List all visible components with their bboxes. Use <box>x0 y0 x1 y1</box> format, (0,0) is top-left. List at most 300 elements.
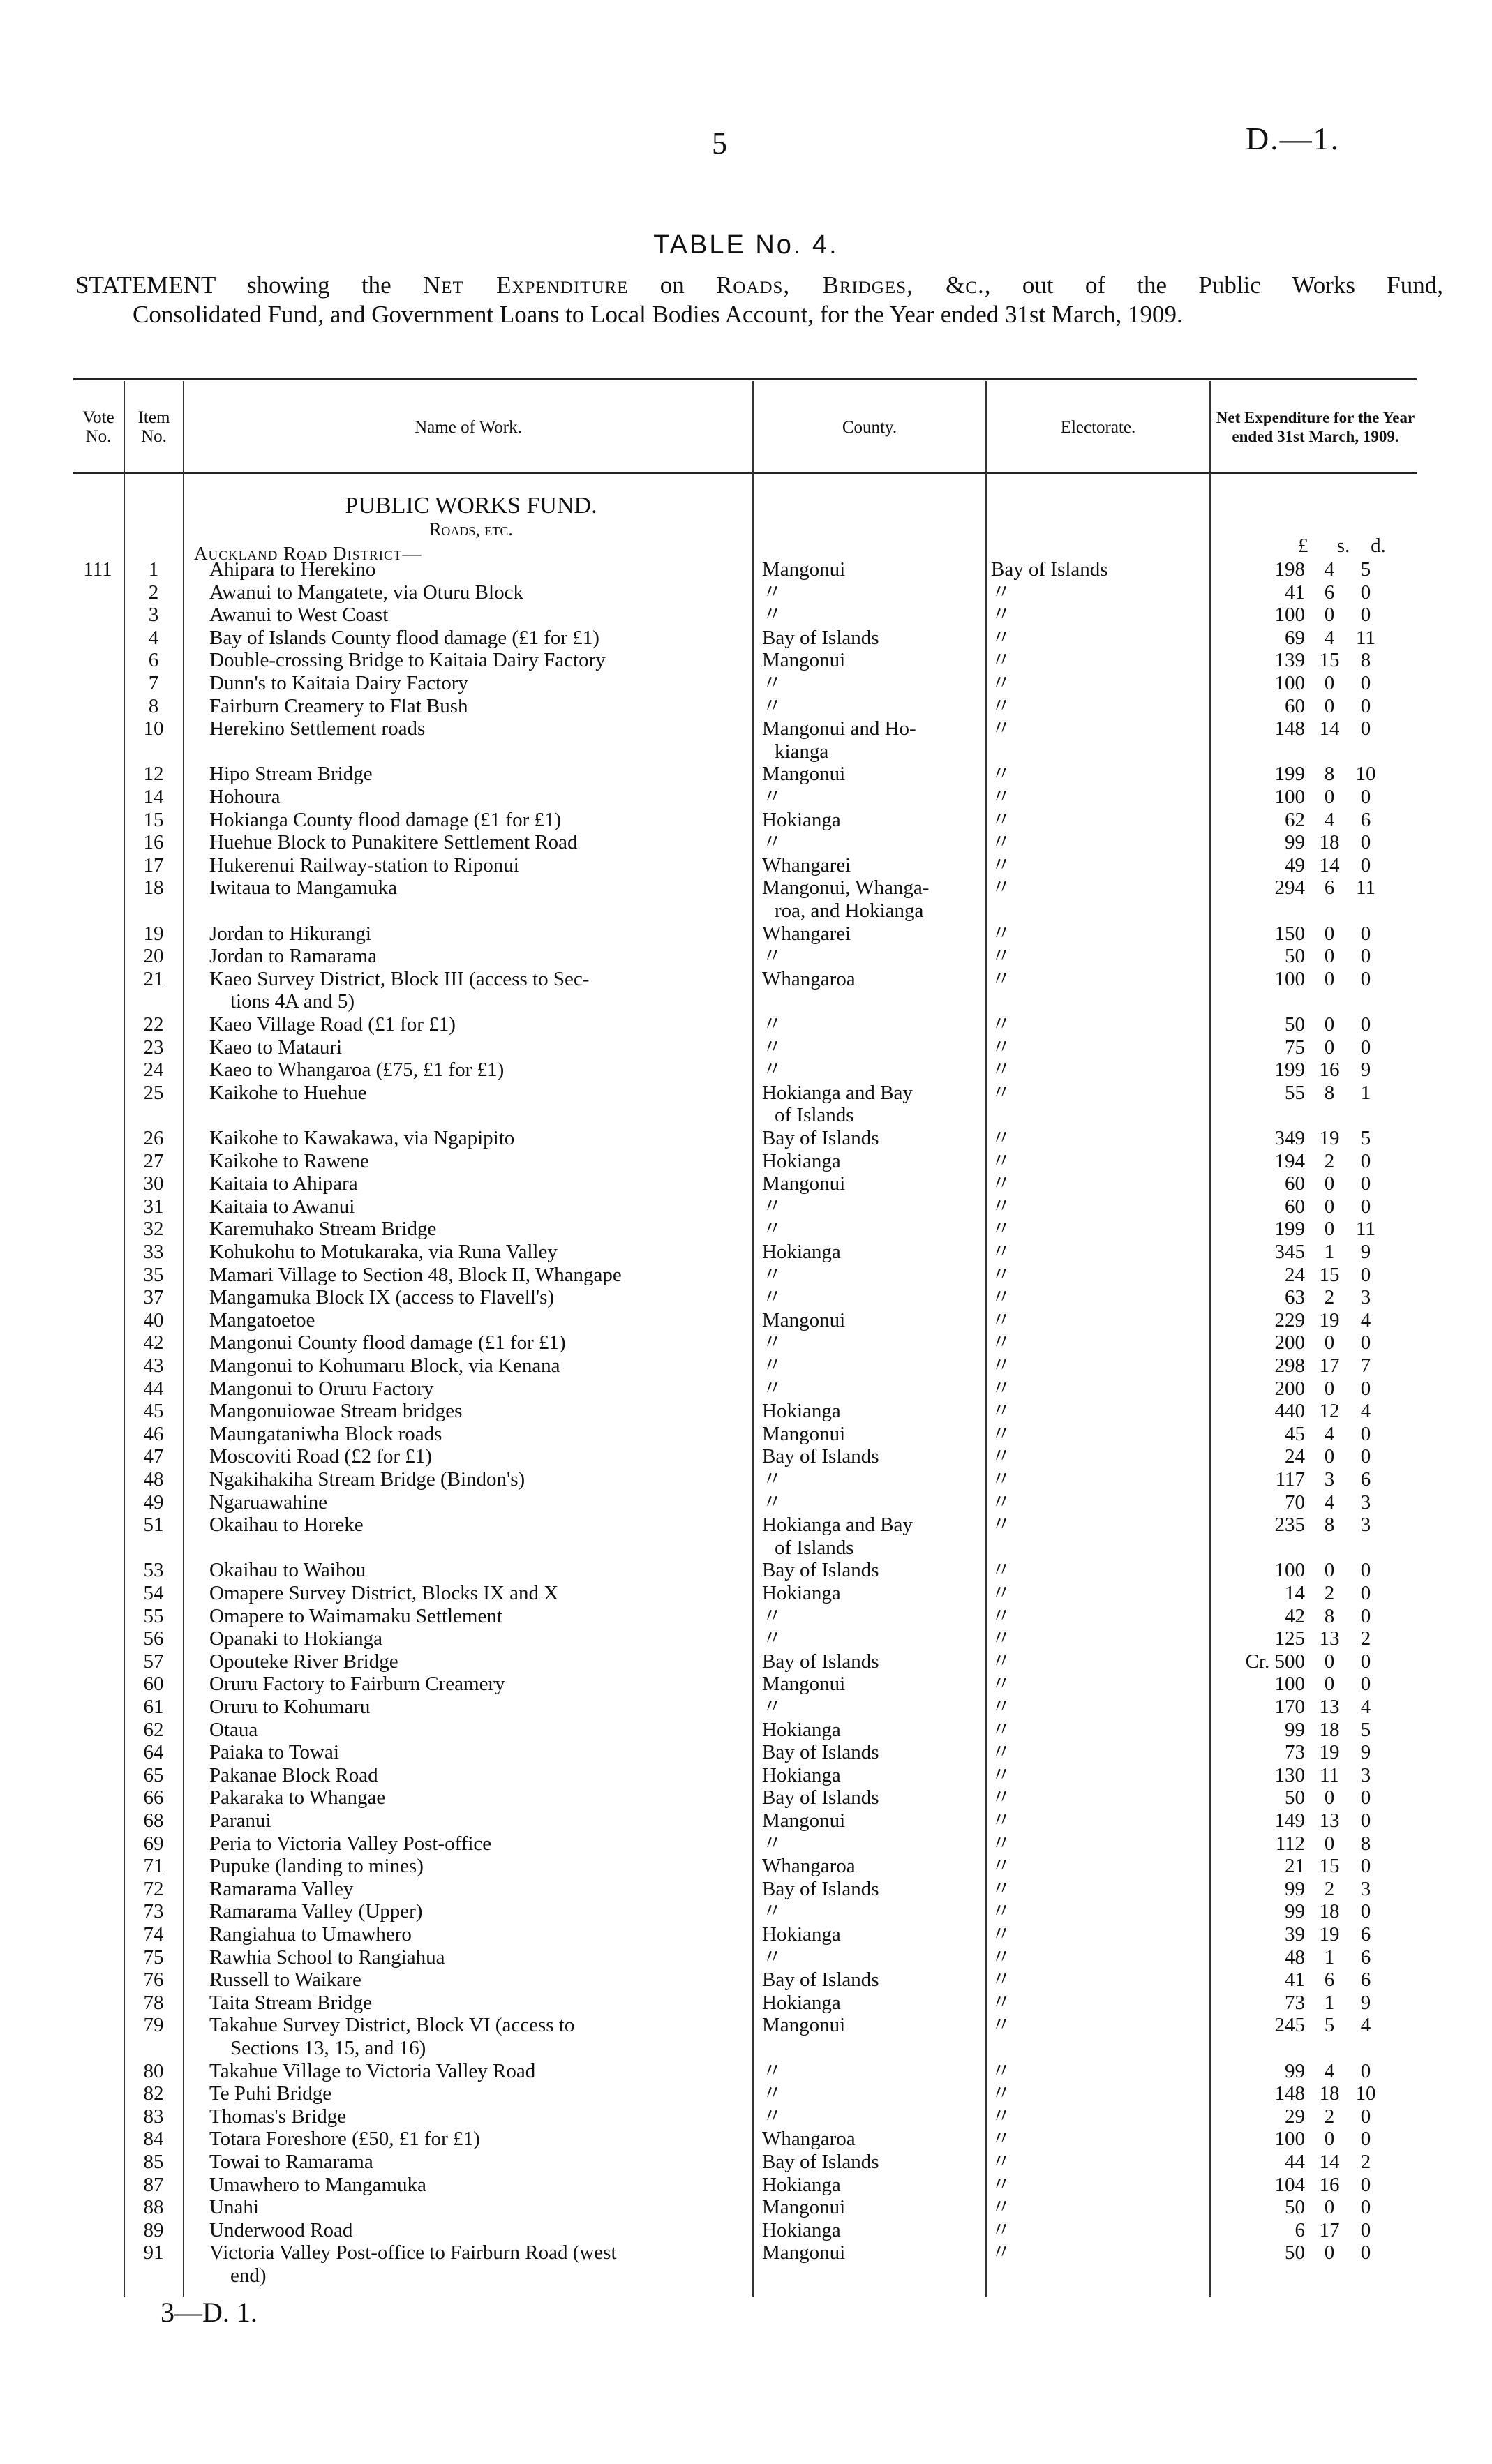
work-name: Mangonui to Oruru Factory <box>209 1377 434 1400</box>
item-number: 4 <box>148 626 159 649</box>
amount-pounds: 62 <box>1285 808 1305 831</box>
work-name: Towai to Ramarama <box>209 2151 373 2173</box>
amount-pounds: 125 <box>1274 1627 1305 1650</box>
work-name: Kohukohu to Motukaraka, via Runa Valley <box>209 1241 558 1263</box>
amount-pounds: 148 <box>1274 717 1305 740</box>
electorate: 〃 <box>991 1900 1012 1923</box>
county: 〃 <box>762 1468 783 1491</box>
electorate: 〃 <box>991 2241 1012 2264</box>
work-name: Kaeo to Whangaroa (£75, £1 for £1) <box>209 1059 505 1082</box>
net-expenditure <box>1216 1491 1418 1514</box>
work-name: Double-crossing Bridge to Kaitaia Dairy Factory <box>209 649 606 672</box>
net-expenditure <box>1216 1650 1418 1673</box>
work-name: Pakanae Block Road <box>209 1763 378 1786</box>
item-number: 31 <box>143 1195 164 1218</box>
item-number: 25 <box>143 1081 164 1104</box>
work-name: Hokianga County flood damage (£1 for £1) <box>209 808 562 831</box>
county: Hokianga <box>762 1149 841 1172</box>
electorate: 〃 <box>991 1582 1012 1604</box>
amount-shillings: 19 <box>1319 1741 1340 1764</box>
work-name: Paiaka to Towai <box>209 1741 339 1764</box>
work-name: Rangiahua to Umawhero <box>209 1923 412 1946</box>
amount-pounds: 55 <box>1285 1081 1305 1104</box>
work-name: Mamari Village to Section 48, Block II, Whangape <box>209 1263 622 1286</box>
item-number: 68 <box>143 1809 164 1832</box>
county-continued: roa, and Hokianga <box>775 899 924 922</box>
work-name: Oruru Factory to Fairburn Creamery <box>209 1673 505 1696</box>
net-expenditure <box>1216 717 1418 740</box>
county: Bay of Islands <box>762 2151 879 2173</box>
amount-pence: 0 <box>1360 2059 1371 2082</box>
amount-pence: 0 <box>1360 945 1371 968</box>
county: Hokianga <box>762 1923 841 1946</box>
amount-shillings: 8 <box>1324 1081 1335 1104</box>
item-number: 64 <box>143 1741 164 1764</box>
amount-pounds: 235 <box>1274 1514 1305 1537</box>
net-expenditure <box>1216 1013 1418 1036</box>
item-number: 46 <box>143 1422 164 1445</box>
net-expenditure <box>1216 1150 1418 1172</box>
county: Hokianga <box>762 2218 841 2241</box>
county: Bay of Islands <box>762 1127 879 1149</box>
work-name: Ahipara to Herekino <box>209 558 376 581</box>
amount-pounds: 298 <box>1274 1354 1305 1377</box>
work-name: Iwitaua to Mangamuka <box>209 876 397 899</box>
statement-part: STATEMENT showing the <box>75 271 423 299</box>
amount-pounds: 229 <box>1274 1308 1305 1331</box>
item-number: 47 <box>143 1445 164 1468</box>
page-number: 5 <box>712 126 727 160</box>
work-name: Pakaraka to Whangae <box>209 1786 386 1809</box>
amount-pence: 10 <box>1355 763 1376 786</box>
statement-first-line <box>75 271 1443 300</box>
net-expenditure <box>1216 2151 1418 2173</box>
amount-shillings: 16 <box>1319 1059 1340 1082</box>
electorate: 〃 <box>991 626 1012 649</box>
amount-pence: 5 <box>1360 558 1371 581</box>
amount-pounds: 245 <box>1274 2014 1305 2037</box>
electorate: 〃 <box>991 1786 1012 1809</box>
amount-pence: 0 <box>1360 2173 1371 2196</box>
net-expenditure <box>1216 627 1418 649</box>
amount-pence: 0 <box>1360 1604 1371 1627</box>
amount-shillings: 19 <box>1319 1923 1340 1946</box>
amount-shillings: 0 <box>1324 1559 1335 1582</box>
amount-pence: 6 <box>1360 808 1371 831</box>
item-number: 24 <box>143 1059 164 1082</box>
electorate: 〃 <box>991 1059 1012 1082</box>
work-name: Opouteke River Bridge <box>209 1650 398 1673</box>
county: Mangonui <box>762 1673 846 1696</box>
item-number: 22 <box>143 1013 164 1036</box>
amount-shillings: 12 <box>1319 1400 1340 1423</box>
electorate: 〃 <box>991 2014 1012 2037</box>
item-number: 2 <box>148 581 159 604</box>
electorate: 〃 <box>991 1604 1012 1627</box>
net-expenditure <box>1216 1218 1418 1240</box>
work-name: Okaihau to Horeke <box>209 1514 364 1537</box>
amount-pounds: 149 <box>1274 1809 1305 1832</box>
amount-pounds: 100 <box>1274 786 1305 808</box>
item-number: 48 <box>143 1468 164 1491</box>
amount-shillings: 0 <box>1324 2241 1335 2264</box>
amount-shillings: 4 <box>1324 626 1335 649</box>
electorate: 〃 <box>991 853 1012 876</box>
amount-pounds: 112 <box>1275 1832 1305 1855</box>
amount-pence: 0 <box>1360 717 1371 740</box>
item-number: 15 <box>143 808 164 831</box>
amount-pounds: 44 <box>1285 2151 1305 2173</box>
item-number: 88 <box>143 2196 164 2219</box>
header-county: County. <box>842 417 897 437</box>
amount-pounds: 117 <box>1275 1468 1305 1491</box>
work-name: Kaitaia to Ahipara <box>209 1172 358 1195</box>
item-number: 72 <box>143 1877 164 1900</box>
electorate: 〃 <box>991 1218 1012 1241</box>
item-number: 20 <box>143 945 164 968</box>
net-expenditure <box>1216 1172 1418 1195</box>
county: Hokianga <box>762 2173 841 2196</box>
county: 〃 <box>762 945 783 968</box>
amount-shillings: 18 <box>1319 1900 1340 1923</box>
amount-pence: 0 <box>1360 1149 1371 1172</box>
electorate: 〃 <box>991 717 1012 740</box>
amount-pence: 0 <box>1360 1377 1371 1400</box>
amount-shillings: 1 <box>1324 1241 1335 1263</box>
net-expenditure <box>1216 1286 1418 1308</box>
county-continued: of Islands <box>775 1536 854 1559</box>
amount-pence: 3 <box>1360 1286 1371 1309</box>
net-expenditure <box>1216 1059 1418 1081</box>
amount-pence: 7 <box>1360 1354 1371 1377</box>
amount-shillings: 2 <box>1324 1149 1335 1172</box>
amount-pounds: 29 <box>1285 2105 1305 2128</box>
item-number: 73 <box>143 1900 164 1923</box>
electorate: 〃 <box>991 1559 1012 1582</box>
county: Bay of Islands <box>762 1741 879 1764</box>
county: Mangonui <box>762 649 846 672</box>
amount-shillings: 0 <box>1324 672 1335 694</box>
amount-pounds: 42 <box>1285 1604 1305 1627</box>
work-name: Opanaki to Hokianga <box>209 1627 383 1650</box>
electorate: 〃 <box>991 967 1012 990</box>
item-number: 6 <box>148 649 159 672</box>
net-expenditure <box>1216 1992 1418 2014</box>
item-number: 62 <box>143 1718 164 1741</box>
header-vote-no: Vote No. <box>82 408 114 446</box>
amount-pounds: 50 <box>1285 2241 1305 2264</box>
item-number: 76 <box>143 1969 164 1992</box>
amount-shillings: 18 <box>1319 1718 1340 1741</box>
amount-pounds: 148 <box>1274 2082 1305 2105</box>
amount-shillings: 2 <box>1324 1582 1335 1604</box>
work-name: Kaeo to Matauri <box>209 1036 343 1059</box>
table-title: TABLE No. 4. <box>653 230 839 260</box>
amount-shillings: 4 <box>1324 808 1335 831</box>
work-name: Mangonui County flood damage (£1 for £1) <box>209 1331 566 1354</box>
work-name: Ngaruawahine <box>209 1491 328 1514</box>
electorate: 〃 <box>991 1855 1012 1878</box>
amount-pence: 3 <box>1360 1763 1371 1786</box>
net-expenditure <box>1216 1423 1418 1445</box>
item-number: 91 <box>143 2241 164 2264</box>
amount-pence: 0 <box>1360 1445 1371 1468</box>
amount-shillings: 0 <box>1324 2128 1335 2151</box>
electorate: 〃 <box>991 1400 1012 1423</box>
electorate: 〃 <box>991 1832 1012 1855</box>
amount-pounds: 100 <box>1274 672 1305 694</box>
amount-pence: 0 <box>1360 2196 1371 2219</box>
work-name: Peria to Victoria Valley Post-office <box>209 1832 492 1855</box>
net-expenditure <box>1216 1445 1418 1468</box>
amount-pence: 3 <box>1360 1877 1371 1900</box>
amount-pence: 4 <box>1360 1696 1371 1718</box>
amount-pence: 0 <box>1360 831 1371 854</box>
amount-pence: 0 <box>1360 1559 1371 1582</box>
net-expenditure <box>1216 763 1418 785</box>
county: Bay of Islands <box>762 1445 879 1468</box>
item-number: 79 <box>143 2014 164 2037</box>
item-number: 83 <box>143 2105 164 2128</box>
net-expenditure <box>1216 2174 1418 2196</box>
amount-shillings: 0 <box>1324 694 1335 717</box>
county: Whangaroa <box>762 967 856 990</box>
item-number: 89 <box>143 2218 164 2241</box>
work-name-continued: tions 4A and 5) <box>230 990 355 1013</box>
work-name: Maungataniwha Block roads <box>209 1422 442 1445</box>
county: 〃 <box>762 1604 783 1627</box>
electorate: 〃 <box>991 1445 1012 1468</box>
work-name-continued: Sections 13, 15, and 16) <box>230 2037 426 2059</box>
pounds-unit: £ <box>1298 535 1308 557</box>
amount-pence: 0 <box>1360 1855 1371 1878</box>
net-expenditure <box>1216 649 1418 671</box>
item-number: 3 <box>148 604 159 627</box>
amount-shillings: 2 <box>1324 1877 1335 1900</box>
item-number: 37 <box>143 1286 164 1309</box>
work-name: Mangonuiowae Stream bridges <box>209 1400 463 1423</box>
item-number: 19 <box>143 922 164 945</box>
work-name: Victoria Valley Post-office to Fairburn Road (west <box>209 2241 617 2264</box>
net-expenditure <box>1216 1036 1418 1059</box>
amount-shillings: 3 <box>1324 1468 1335 1491</box>
amount-pence: 5 <box>1360 1127 1371 1149</box>
item-number: 27 <box>143 1149 164 1172</box>
county: 〃 <box>762 1696 783 1718</box>
statement-heading <box>75 271 1443 329</box>
county: Mangonui <box>762 1809 846 1832</box>
table-row-continuation <box>0 899 1492 922</box>
amount-shillings: 14 <box>1319 2151 1340 2173</box>
electorate: 〃 <box>991 694 1012 717</box>
amount-pounds: 349 <box>1274 1127 1305 1149</box>
net-expenditure <box>1216 1354 1418 1377</box>
amount-pence: 0 <box>1360 1013 1371 1036</box>
net-expenditure <box>1216 1673 1418 1695</box>
work-name: Fairburn Creamery to Flat Bush <box>209 694 468 717</box>
county: 〃 <box>762 604 783 627</box>
amount-pounds: 440 <box>1274 1400 1305 1423</box>
work-name-continued: end) <box>230 2264 267 2287</box>
amount-pence: 0 <box>1360 1331 1371 1354</box>
net-expenditure <box>1216 1241 1418 1263</box>
amount-pence: 4 <box>1360 2014 1371 2037</box>
work-name: Kaikohe to Huehue <box>209 1081 367 1104</box>
amount-pence: 0 <box>1360 1422 1371 1445</box>
work-name: Moscoviti Road (£2 for £1) <box>209 1445 432 1468</box>
amount-pounds: 100 <box>1274 967 1305 990</box>
item-number: 42 <box>143 1331 164 1354</box>
work-name: Dunn's to Kaitaia Dairy Factory <box>209 672 468 694</box>
electorate: 〃 <box>991 831 1012 854</box>
amount-pence: 0 <box>1360 1650 1371 1673</box>
table-row-continuation <box>0 990 1492 1013</box>
amount-shillings: 0 <box>1324 1172 1335 1195</box>
header-electorate: Electorate. <box>1060 417 1136 437</box>
amount-pence: 0 <box>1360 967 1371 990</box>
county: 〃 <box>762 786 783 808</box>
amount-pounds: 294 <box>1274 876 1305 899</box>
work-name: Mangonui to Kohumaru Block, via Kenana <box>209 1354 560 1377</box>
net-expenditure <box>1216 1719 1418 1741</box>
amount-shillings: 0 <box>1324 1445 1335 1468</box>
amount-pounds: 75 <box>1285 1036 1305 1059</box>
net-expenditure <box>1216 2014 1418 2036</box>
amount-pence: 0 <box>1360 1673 1371 1696</box>
amount-pence: 0 <box>1360 2241 1371 2264</box>
net-expenditure <box>1216 1082 1418 1104</box>
amount-pence: 0 <box>1360 2218 1371 2241</box>
table-row-continuation <box>0 2264 1492 2287</box>
header-name-of-work: Name of Work. <box>415 417 522 437</box>
net-expenditure <box>1216 1582 1418 1604</box>
amount-shillings: 0 <box>1324 1195 1335 1218</box>
amount-shillings: 6 <box>1324 1969 1335 1992</box>
net-expenditure <box>1216 1627 1418 1650</box>
county: Mangonui <box>762 2014 846 2037</box>
amount-pounds: 99 <box>1285 2059 1305 2082</box>
work-name: Huehue Block to Punakitere Settlement Road <box>209 831 578 854</box>
item-number: 80 <box>143 2059 164 2082</box>
net-expenditure <box>1216 831 1418 853</box>
amount-pounds: 49 <box>1285 853 1305 876</box>
amount-pounds: 200 <box>1274 1377 1305 1400</box>
amount-shillings: 14 <box>1319 853 1340 876</box>
net-expenditure <box>1216 876 1418 899</box>
county: 〃 <box>762 1331 783 1354</box>
work-name: Hukerenui Railway-station to Riponui <box>209 853 519 876</box>
item-number: 66 <box>143 1786 164 1809</box>
electorate: 〃 <box>991 2082 1012 2105</box>
amount-shillings: 8 <box>1324 1514 1335 1537</box>
electorate: 〃 <box>991 1468 1012 1491</box>
amount-shillings: 0 <box>1324 1650 1335 1673</box>
electorate: 〃 <box>991 1923 1012 1946</box>
net-expenditure <box>1216 1878 1418 1900</box>
amount-pence: 9 <box>1360 1991 1371 2014</box>
county: Mangonui <box>762 558 846 581</box>
statement-rest: Consolidated Fund, and Government Loans to Local Bodies Account, for the Year ended 31st March, 1909. <box>133 301 1183 328</box>
amount-pounds: 200 <box>1274 1331 1305 1354</box>
amount-shillings: 0 <box>1324 1218 1335 1241</box>
work-name: Russell to Waikare <box>209 1969 361 1992</box>
amount-pence: 9 <box>1360 1059 1371 1082</box>
net-expenditure <box>1216 854 1418 876</box>
electorate: 〃 <box>991 945 1012 968</box>
electorate: 〃 <box>991 1286 1012 1309</box>
table-row-continuation <box>0 1537 1492 1559</box>
amount-shillings: 18 <box>1319 831 1340 854</box>
county: 〃 <box>762 1946 783 1969</box>
item-number: 85 <box>143 2151 164 2173</box>
amount-pounds: 99 <box>1285 1900 1305 1923</box>
net-expenditure <box>1216 1605 1418 1627</box>
electorate: 〃 <box>991 2128 1012 2151</box>
work-name: Bay of Islands County flood damage (£1 for £1) <box>209 626 599 649</box>
net-expenditure <box>1216 1900 1418 1922</box>
amount-shillings: 0 <box>1324 945 1335 968</box>
electorate: 〃 <box>991 786 1012 808</box>
electorate: 〃 <box>991 2151 1012 2173</box>
amount-pence: 9 <box>1360 1741 1371 1764</box>
amount-pounds: 24 <box>1285 1263 1305 1286</box>
amount-pounds: 63 <box>1285 1286 1305 1309</box>
amount-pence: 9 <box>1360 1241 1371 1263</box>
electorate: 〃 <box>991 1263 1012 1286</box>
amount-pounds: 70 <box>1285 1491 1305 1514</box>
amount-pounds: 60 <box>1285 694 1305 717</box>
item-number: 53 <box>143 1559 164 1582</box>
electorate: 〃 <box>991 1241 1012 1263</box>
electorate: 〃 <box>991 581 1012 604</box>
electorate: 〃 <box>991 1809 1012 1832</box>
electorate: 〃 <box>991 1195 1012 1218</box>
county: 〃 <box>762 1832 783 1855</box>
county: Mangonui <box>762 1172 846 1195</box>
county-continued: of Islands <box>775 1104 854 1127</box>
work-name: Thomas's Bridge <box>209 2105 347 2128</box>
statement-part: , out of the Public Works Fund, <box>984 271 1443 299</box>
work-name: Te Puhi Bridge <box>209 2082 332 2105</box>
amount-pence: 5 <box>1360 1718 1371 1741</box>
item-number: 14 <box>143 786 164 808</box>
amount-shillings: 6 <box>1324 581 1335 604</box>
electorate: 〃 <box>991 1422 1012 1445</box>
county: 〃 <box>762 694 783 717</box>
electorate: 〃 <box>991 876 1012 899</box>
work-name: Hipo Stream Bridge <box>209 763 373 786</box>
electorate: 〃 <box>991 1877 1012 1900</box>
county: Mangonui, Whanga- <box>762 876 930 899</box>
amount-pounds: 50 <box>1285 1786 1305 1809</box>
county: 〃 <box>762 2105 783 2128</box>
amount-pounds: 104 <box>1274 2173 1305 2196</box>
amount-pence: 3 <box>1360 1514 1371 1537</box>
work-name: Pupuke (landing to mines) <box>209 1855 424 1878</box>
work-name: Paranui <box>209 1809 271 1832</box>
net-expenditure <box>1216 945 1418 967</box>
amount-pounds: 60 <box>1285 1172 1305 1195</box>
county: Mangonui <box>762 1422 846 1445</box>
amount-pounds: 150 <box>1274 922 1305 945</box>
electorate: 〃 <box>991 1036 1012 1059</box>
amount-pounds: 198 <box>1274 558 1305 581</box>
amount-shillings: 4 <box>1324 2059 1335 2082</box>
amount-pence: 10 <box>1355 2082 1376 2105</box>
net-expenditure <box>1216 1809 1418 1832</box>
amount-pounds: 100 <box>1274 604 1305 627</box>
amount-shillings: 16 <box>1319 2173 1340 2196</box>
